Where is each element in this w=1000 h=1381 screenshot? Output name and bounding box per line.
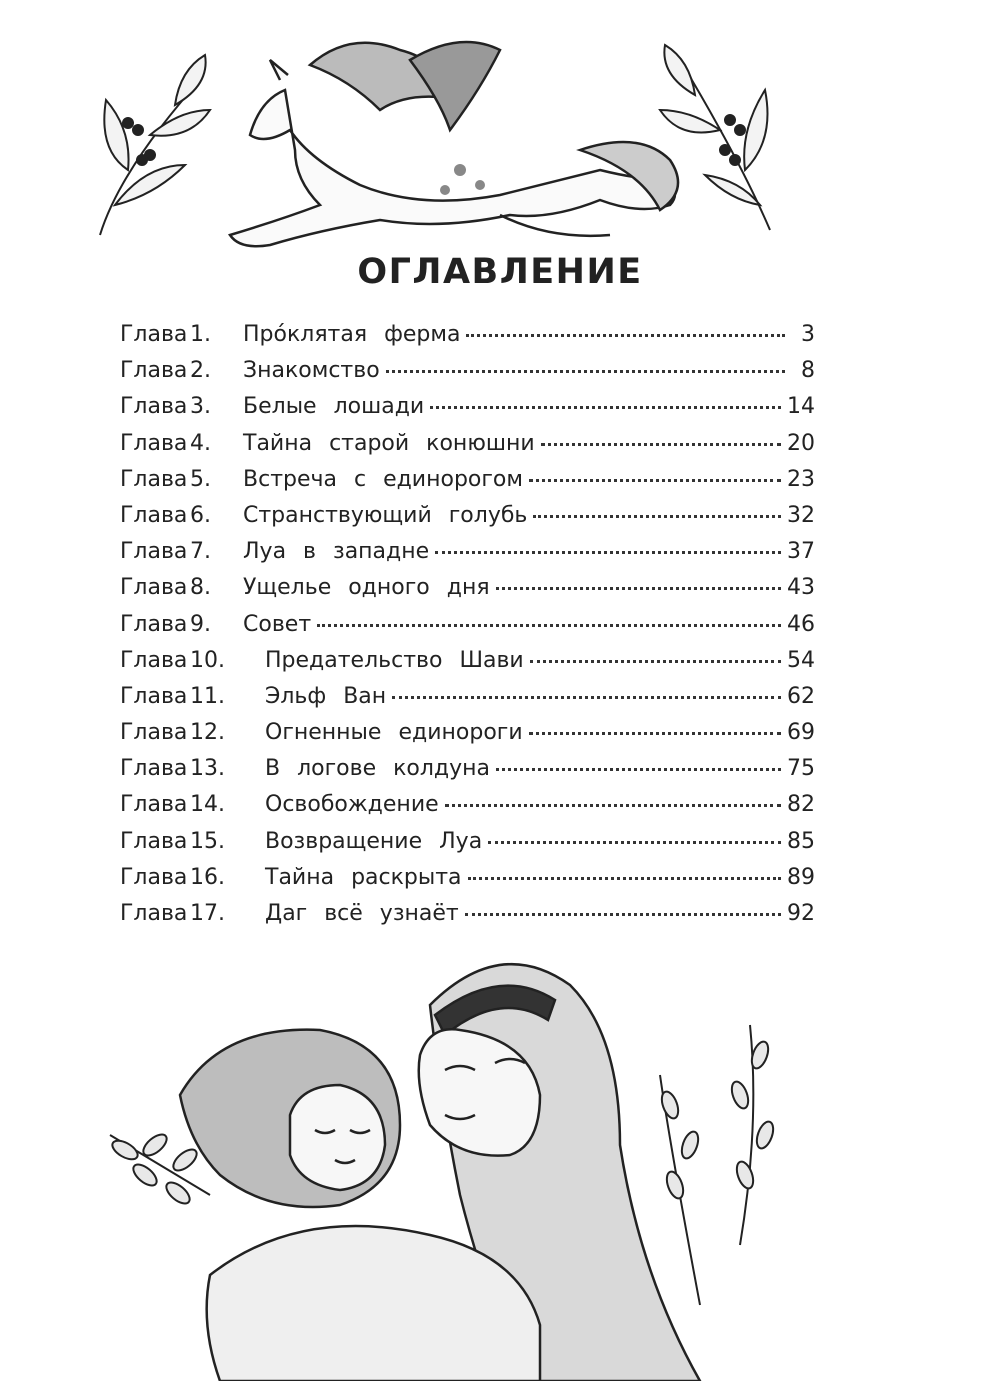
chapter-word: Глава [120, 575, 188, 601]
chapter-word: Глава [120, 864, 188, 890]
chapter-word: Глава [120, 430, 188, 456]
dot-leader [488, 841, 781, 844]
dot-leader [496, 587, 781, 590]
olive-branch-left-icon [100, 55, 210, 235]
dot-leader [530, 660, 781, 663]
page-number: 37 [787, 539, 815, 565]
page-number: 89 [787, 864, 815, 890]
toc-row [120, 467, 815, 503]
toc-row [120, 756, 815, 792]
chapter-title: Тайна старой конюшни [243, 430, 535, 456]
chapter-number: 7. [190, 539, 211, 565]
toc-row [120, 431, 815, 467]
chapter-title: В логове колдуна [265, 756, 491, 782]
chapter-number: 8. [190, 575, 211, 601]
dot-leader [435, 551, 781, 554]
chapter-word: Глава [120, 647, 188, 673]
chapter-word: Глава [120, 502, 188, 528]
page-number: 85 [787, 828, 815, 854]
chapter-word: Глава [120, 358, 188, 384]
chapter-number: 16. [190, 864, 225, 890]
chapter-number: 1. [190, 322, 211, 347]
page-number: 62 [787, 683, 815, 709]
chapter-number: 15. [190, 828, 225, 854]
chapter-title: Луа в западне [243, 539, 430, 565]
chapter-title: Предательство Шави [265, 647, 524, 673]
chapter-title: Белые лошади [243, 394, 425, 420]
chapter-number: 9. [190, 611, 211, 637]
chapter-number: 10. [190, 647, 225, 673]
page-number: 23 [787, 466, 815, 492]
chapter-title: Освобождение [265, 792, 439, 818]
chapter-word: Глава [120, 539, 188, 565]
page-number: 14 [787, 394, 815, 420]
toc-row [120, 684, 815, 720]
chapter-number: 12. [190, 720, 225, 746]
page-number: 8 [801, 358, 815, 384]
chapter-number: 2. [190, 358, 211, 384]
chapter-number: 14. [190, 792, 225, 818]
chapter-number: 13. [190, 756, 225, 782]
chapter-title: Даг всё узнаёт [265, 901, 459, 926]
toc-row [120, 901, 815, 937]
toc-row [120, 865, 815, 901]
chapter-title: Тайна раскрыта [265, 864, 462, 890]
toc-row [120, 829, 815, 865]
page-number: 75 [787, 756, 815, 782]
toc-row [120, 720, 815, 756]
page-number: 92 [787, 901, 815, 926]
chapter-title: Возвращение Луа [265, 828, 483, 854]
toc-row [120, 358, 815, 394]
chapter-number: 17. [190, 901, 225, 926]
dot-leader [445, 804, 781, 807]
page-number: 82 [787, 792, 815, 818]
leaf-branch-right-icon [659, 1025, 777, 1305]
chapter-number: 6. [190, 502, 211, 528]
page-number: 20 [787, 430, 815, 456]
toc-row [120, 612, 815, 648]
unicorn-illustration [80, 20, 800, 265]
chapter-title: Странствующий голубь [243, 502, 528, 528]
dot-leader [430, 406, 781, 409]
dot-leader [317, 624, 781, 627]
toc-row [120, 539, 815, 575]
dot-leader [386, 370, 785, 373]
page-number: 43 [787, 575, 815, 601]
chapter-word: Глава [120, 611, 188, 637]
dot-leader [533, 515, 781, 518]
olive-branch-right-icon [660, 45, 770, 230]
dot-leader [496, 768, 781, 771]
dot-leader [529, 732, 781, 735]
toc-row [120, 322, 815, 358]
dot-leader [465, 913, 781, 916]
dot-leader [466, 334, 785, 337]
dot-leader [541, 443, 781, 446]
chapter-title: Встреча с единорогом [243, 466, 523, 492]
chapter-word: Глава [120, 756, 188, 782]
chapter-word: Глава [120, 683, 188, 709]
chapter-number: 5. [190, 466, 211, 492]
chapter-title: Совет [243, 611, 312, 637]
page-number: 69 [787, 720, 815, 746]
page-title: ОГЛАВЛЕНИЕ [357, 252, 643, 292]
dot-leader [468, 877, 781, 880]
toc-row [120, 503, 815, 539]
dot-leader [529, 479, 781, 482]
chapter-word: Глава [120, 828, 188, 854]
unicorn-body-icon [230, 42, 678, 246]
toc-row [120, 575, 815, 611]
chapter-word: Глава [120, 901, 188, 926]
page-number: 54 [787, 647, 815, 673]
chapter-title: Про́клятая ферма [243, 322, 461, 347]
chapter-number: 4. [190, 430, 211, 456]
chapter-number: 3. [190, 394, 211, 420]
toc-row [120, 648, 815, 684]
dot-leader [392, 696, 781, 699]
chapter-title: Ущелье одного дня [243, 575, 490, 601]
chapter-title: Эльф Ван [265, 683, 387, 709]
chapter-word: Глава [120, 394, 188, 420]
page-number: 32 [787, 502, 815, 528]
chapter-word: Глава [120, 466, 188, 492]
chapter-title: Огненные единороги [265, 720, 523, 746]
toc-row [120, 792, 815, 828]
toc-row [120, 394, 815, 430]
page-number: 3 [801, 322, 815, 347]
hug-illustration [100, 945, 840, 1381]
table-of-contents [120, 322, 815, 937]
chapter-number: 11. [190, 683, 225, 709]
chapter-word: Глава [120, 720, 188, 746]
chapter-title: Знакомство [243, 358, 380, 384]
chapter-word: Глава [120, 322, 188, 347]
page-number: 46 [787, 611, 815, 637]
chapter-word: Глава [120, 792, 188, 818]
